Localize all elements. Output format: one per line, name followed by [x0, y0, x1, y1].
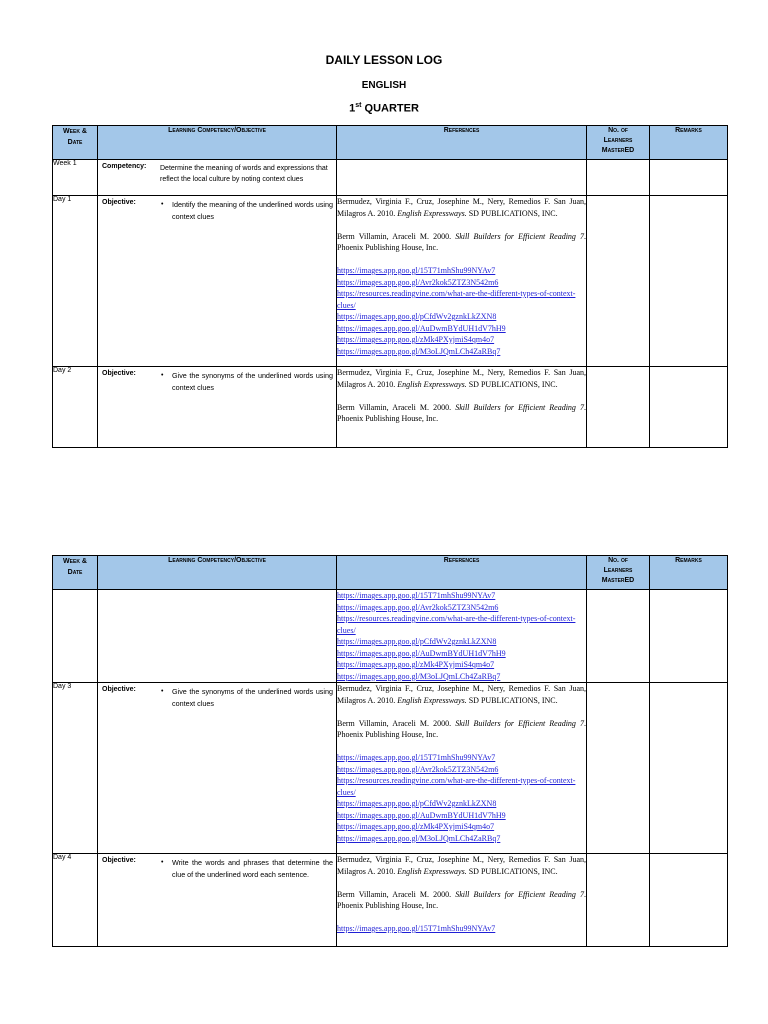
header-learners-line-1: No. of	[608, 557, 628, 564]
reference-entry	[337, 889, 586, 912]
table-header-row	[53, 126, 728, 160]
day-cell: Day 3	[53, 683, 98, 854]
header-learners-mastered	[587, 556, 650, 590]
reference-title: English Expressways.	[397, 695, 467, 705]
reference-title: Skill Builders for Efficient Reading 7	[455, 889, 584, 899]
objective-item	[161, 199, 333, 223]
reference-title: English Expressways.	[397, 208, 467, 218]
objective-cell	[98, 196, 337, 367]
header-week-line: Week &	[63, 558, 87, 565]
day-cell: Day 1	[53, 196, 98, 367]
reference-publisher: SD PUBLICATIONS, INC.	[466, 866, 558, 876]
table-row-day2	[53, 367, 728, 448]
reference-publisher: . Phoenix Publishing House, Inc.	[337, 718, 586, 739]
bullet-icon: •	[161, 859, 164, 866]
reference-authors: Berm Villamin, Araceli M. 2000.	[337, 402, 456, 412]
reference-link[interactable]: https://images.app.goo.gl/M3oLJQmLCh4ZaRBq7	[337, 346, 501, 356]
competency-text: Determine the meaning of words and expressions that reflect the local culture by noting context clues	[160, 165, 328, 183]
reference-title: Skill Builders for Efficient Reading 7	[455, 231, 584, 241]
learners-cell[interactable]	[587, 196, 650, 367]
header-date-line: Date	[67, 569, 83, 576]
reference-publisher: SD PUBLICATIONS, INC.	[466, 379, 558, 389]
header-remarks: Remarks	[650, 556, 728, 590]
objective-text: Give the synonyms of the underlined words using context clues	[172, 371, 333, 392]
bullet-icon: •	[161, 372, 164, 379]
table-row-week1	[53, 160, 728, 196]
learners-cell[interactable]	[587, 854, 650, 947]
header-week-line: Week &	[63, 128, 87, 135]
reference-link[interactable]: https://images.app.goo.gl/pCfdWv2gznkLkZXN8	[337, 799, 497, 808]
quarter-number: 1	[349, 102, 356, 115]
reference-title: English Expressways.	[397, 379, 467, 389]
reference-link[interactable]: https://images.app.goo.gl/15T71mhShu99NYAv7	[337, 266, 496, 275]
reference-entry	[337, 367, 586, 390]
header-references: References	[337, 556, 587, 590]
reference-title: English Expressways.	[397, 866, 467, 876]
reference-authors: Bermudez, Virginia F., Cruz, Josephine M., Nery, Remedios F. San Juan, Milagros A. 2010.	[337, 855, 586, 876]
remarks-cell[interactable]	[650, 683, 728, 854]
bullet-icon: •	[161, 688, 164, 695]
page-title: DAILY LESSON LOG	[325, 53, 443, 67]
header-learners-mastered	[587, 126, 650, 160]
table-row-continued	[53, 590, 728, 683]
reference-authors: Bermudez, Virginia F., Cruz, Josephine M., Nery, Remedios F. San Juan, Milagros A. 2010.	[337, 684, 586, 705]
reference-link[interactable]: https://images.app.goo.gl/zMk4PXyjmiS4qm4o7	[337, 335, 495, 344]
competency-cell	[98, 160, 337, 196]
remarks-cell[interactable]	[650, 160, 728, 196]
remarks-cell[interactable]	[650, 590, 728, 683]
reference-title: Skill Builders for Efficient Reading 7	[455, 402, 584, 412]
day-cell: Day 4	[53, 854, 98, 947]
reference-link[interactable]: https://images.app.goo.gl/pCfdWv2gznkLkZXN8	[337, 312, 497, 321]
learners-cell[interactable]	[587, 590, 650, 683]
reference-link[interactable]: https://images.app.goo.gl/zMk4PXyjmiS4qm4o7	[337, 660, 495, 669]
reference-entry	[337, 854, 586, 877]
reference-link[interactable]: https://images.app.goo.gl/zMk4PXyjmiS4qm4o7	[337, 822, 495, 831]
day-cell: Week 1	[53, 160, 98, 196]
reference-link[interactable]: https://images.app.goo.gl/AuDwmBYdUH1dV7hH9	[337, 648, 506, 658]
reference-link[interactable]: https://images.app.goo.gl/15T71mhShu99NYAv7	[337, 753, 496, 762]
header-competency: Learning Competency/Objective	[98, 126, 337, 160]
header-week-date	[53, 556, 98, 590]
table-row-day1	[53, 196, 728, 367]
header-learners-line-2: Learners	[603, 567, 633, 574]
objective-text: Give the synonyms of the underlined words using context clues	[172, 687, 333, 708]
reference-entry	[337, 402, 586, 425]
reference-entry	[337, 683, 586, 706]
reference-link[interactable]: https://images.app.goo.gl/AuDwmBYdUH1dV7hH9	[337, 810, 506, 820]
reference-authors: Bermudez, Virginia F., Cruz, Josephine M., Nery, Remedios F. San Juan, Milagros A. 2010.	[337, 197, 586, 218]
objective-cell	[98, 683, 337, 854]
reference-link[interactable]: https://images.app.goo.gl/Avr2kok5ZTZ3N542m6	[337, 277, 499, 287]
objective-item	[161, 686, 333, 710]
header-learners-line-2: Learners	[603, 137, 633, 144]
objective-label: Objective:	[102, 686, 136, 693]
objective-text: Write the words and phrases that determine the clue of the underlined word each sentence.	[172, 858, 333, 879]
bullet-icon: •	[161, 201, 164, 208]
reference-publisher: SD PUBLICATIONS, INC.	[466, 208, 558, 218]
reference-publisher: SD PUBLICATIONS, INC.	[466, 695, 558, 705]
quarter-ordinal-suffix: st	[355, 102, 362, 109]
reference-link[interactable]: https://images.app.goo.gl/Avr2kok5ZTZ3N542m6	[337, 764, 499, 774]
day-cell: Day 2	[53, 367, 98, 448]
remarks-cell[interactable]	[650, 196, 728, 367]
header-learners-line-1: No. of	[608, 127, 628, 134]
reference-link[interactable]: https://resources.readingvine.com/what-are-the-different-types-of-context-clues/	[337, 614, 576, 635]
reference-link[interactable]: https://images.app.goo.gl/AuDwmBYdUH1dV7hH9	[337, 323, 506, 333]
reference-link[interactable]: https://resources.readingvine.com/what-are-the-different-types-of-context-clues/	[337, 289, 576, 310]
objective-cell	[98, 590, 337, 683]
objective-item	[161, 370, 333, 394]
reference-link[interactable]: https://images.app.goo.gl/M3oLJQmLCh4ZaRBq7	[337, 671, 501, 681]
reference-link[interactable]: https://images.app.goo.gl/15T71mhShu99NYAv7	[337, 591, 496, 600]
learners-cell[interactable]	[587, 160, 650, 196]
references-cell	[337, 590, 587, 683]
reference-title: Skill Builders for Efficient Reading 7	[455, 718, 584, 728]
references-cell	[337, 160, 587, 196]
header-remarks: Remarks	[650, 126, 728, 160]
objective-label: Objective:	[102, 857, 136, 864]
header-references: References	[337, 126, 587, 160]
reference-authors: Berm Villamin, Araceli M. 2000.	[337, 718, 456, 728]
day-cell	[53, 590, 98, 683]
reference-entry	[337, 196, 586, 219]
objective-cell	[98, 854, 337, 947]
references-cell	[337, 683, 587, 854]
table-row-day3	[53, 683, 728, 854]
reference-link[interactable]: https://resources.readingvine.com/what-are-the-different-types-of-context-clues/	[337, 776, 576, 797]
header-learners-line-3: MasterED	[601, 147, 635, 154]
references-cell	[337, 196, 587, 367]
lesson-log-table-1	[52, 125, 728, 448]
quarter-word: QUARTER	[364, 102, 419, 115]
references-cell	[337, 367, 587, 448]
remarks-cell[interactable]	[650, 367, 728, 448]
remarks-cell[interactable]	[650, 854, 728, 947]
header-learners-line-3: MasterED	[601, 577, 635, 584]
learners-cell[interactable]	[587, 367, 650, 448]
reference-publisher: . Phoenix Publishing House, Inc.	[337, 231, 586, 252]
objective-cell	[98, 367, 337, 448]
reference-publisher: . Phoenix Publishing House, Inc.	[337, 889, 586, 910]
reference-link[interactable]: https://images.app.goo.gl/M3oLJQmLCh4ZaRBq7	[337, 833, 501, 843]
subject-title: ENGLISH	[361, 80, 407, 91]
objective-item	[161, 857, 333, 881]
header-competency: Learning Competency/Objective	[98, 556, 337, 590]
objective-label: Objective:	[102, 370, 136, 377]
competency-label: Competency:	[102, 163, 147, 170]
quarter-title	[0, 102, 768, 115]
table-row-day4	[53, 854, 728, 947]
objective-label: Objective:	[102, 199, 136, 206]
learners-cell[interactable]	[587, 683, 650, 854]
objective-text: Identify the meaning of the underlined words using context clues	[172, 200, 333, 221]
reference-publisher: . Phoenix Publishing House, Inc.	[337, 402, 586, 423]
reference-link[interactable]: https://images.app.goo.gl/15T71mhShu99NYAv7	[337, 924, 496, 933]
header-date-line: Date	[67, 139, 83, 146]
reference-authors: Bermudez, Virginia F., Cruz, Josephine M., Nery, Remedios F. San Juan, Milagros A. 2010.	[337, 368, 586, 389]
reference-entry	[337, 718, 586, 741]
reference-link[interactable]: https://images.app.goo.gl/pCfdWv2gznkLkZXN8	[337, 637, 497, 646]
reference-link[interactable]: https://images.app.goo.gl/Avr2kok5ZTZ3N542m6	[337, 602, 499, 612]
reference-entry	[337, 231, 586, 254]
table-header-row	[53, 556, 728, 590]
header-week-date	[53, 126, 98, 160]
lesson-log-table-2	[52, 555, 728, 947]
reference-authors: Berm Villamin, Araceli M. 2000.	[337, 889, 456, 899]
reference-authors: Berm Villamin, Araceli M. 2000.	[337, 231, 456, 241]
references-cell	[337, 854, 587, 947]
